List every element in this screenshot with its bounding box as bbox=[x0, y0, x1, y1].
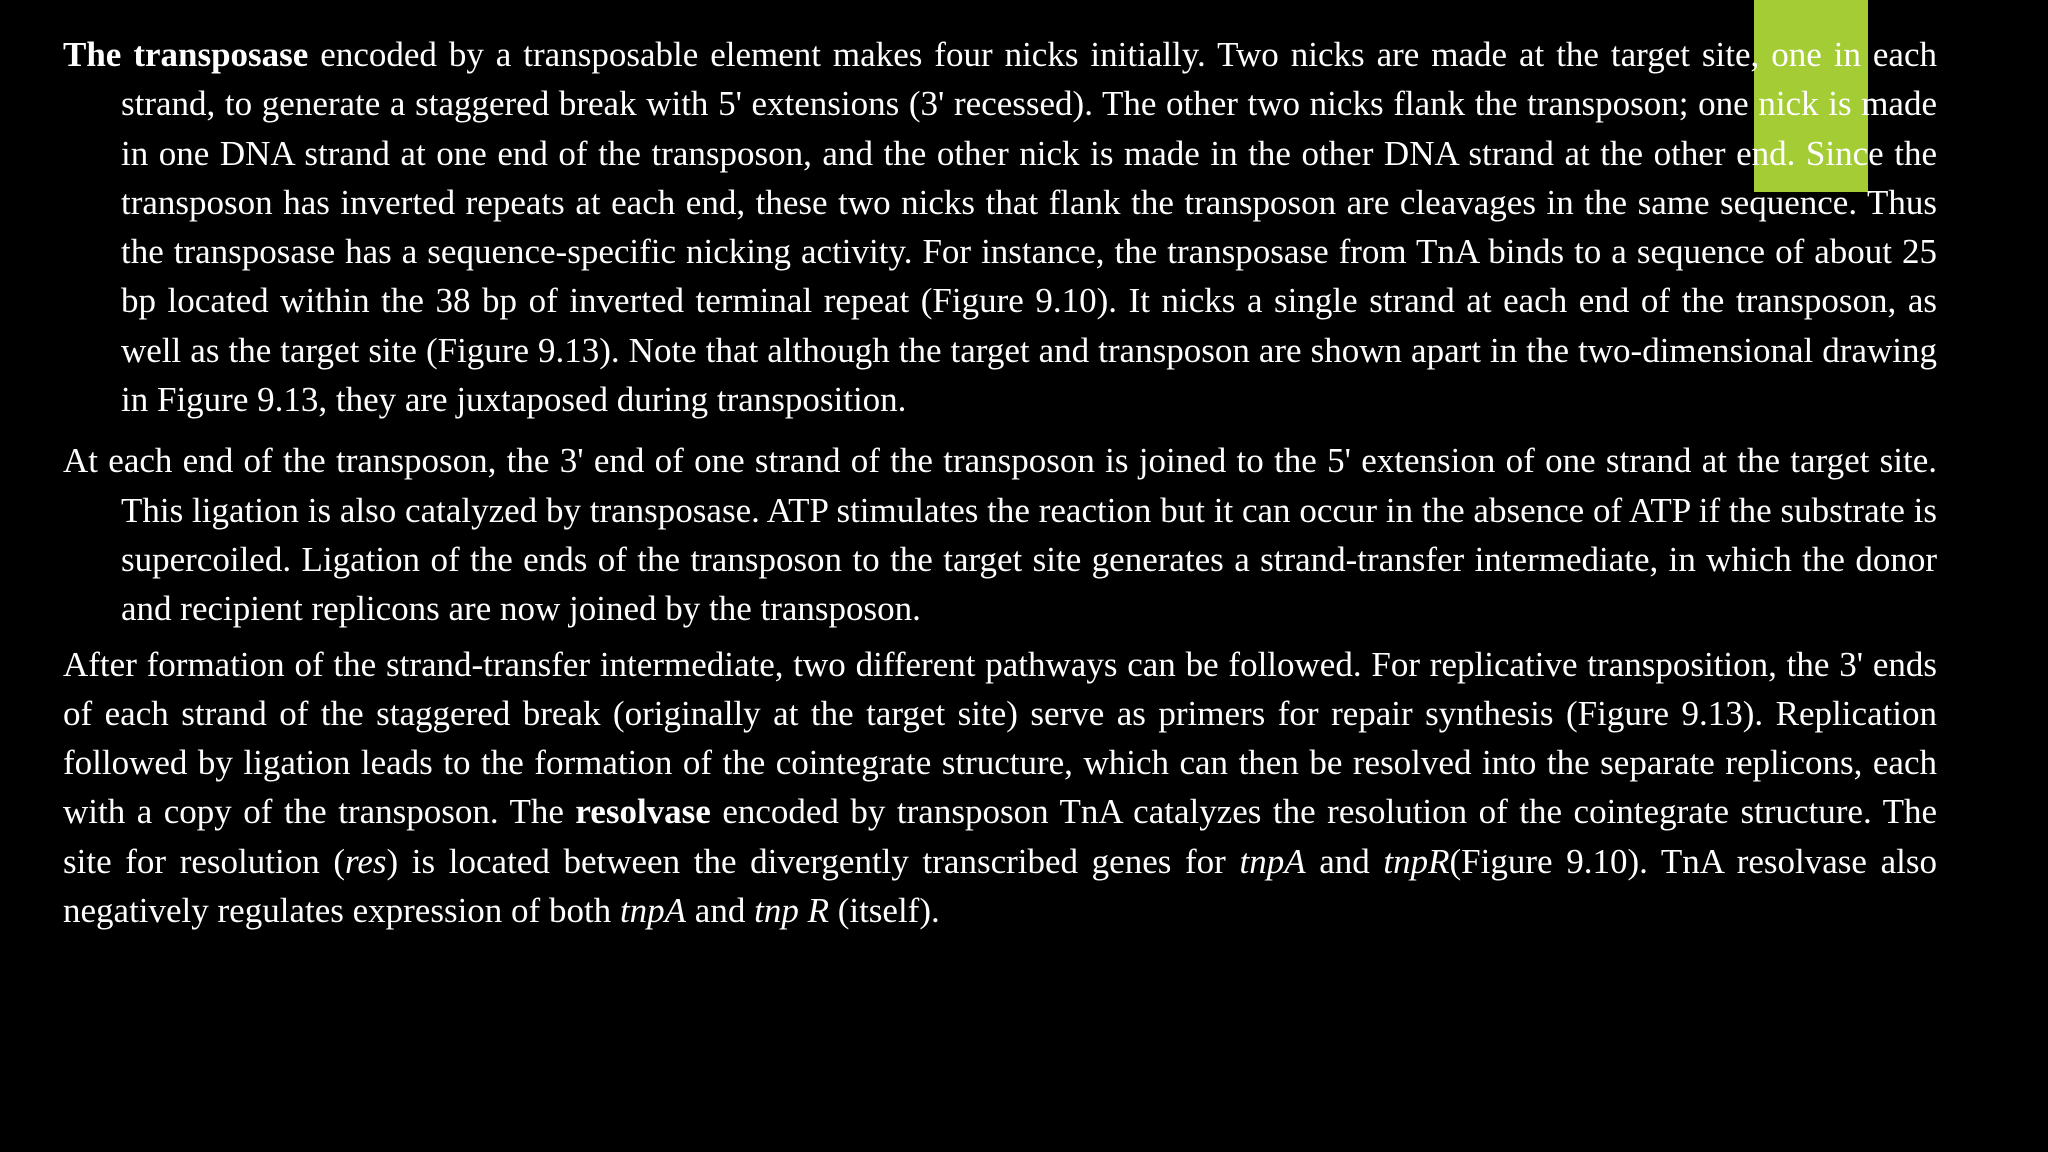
gene-tnpa: tnpA bbox=[619, 891, 687, 931]
term-resolvase: resolvase bbox=[575, 792, 711, 832]
paragraph-text: and bbox=[1305, 841, 1384, 881]
paragraph-text: (itself). bbox=[828, 891, 940, 931]
gene-tnpa: tnpA bbox=[1239, 841, 1306, 881]
paragraph-text: At each end of the transposon, the 3' end of one strand of the transposon is joined to the 5' extension of one strand at the target site. This ligation is also catalyzed by transposase. ATP stimulates the reaction but it can occur in the absence of ATP if the substrate is supercoiled. Ligation of the ends of the transposon to the target site generates a strand-transfer intermediate, in which the donor and recipient replicons are now joined by the transposon. bbox=[63, 441, 1937, 629]
gene-tnp-r: tnp R bbox=[754, 891, 829, 931]
paragraph-transposase bbox=[63, 30, 1937, 424]
gene-tnpr: tnpR bbox=[1383, 841, 1450, 881]
paragraph-text: ) is located between the divergently transcribed genes for bbox=[386, 841, 1240, 881]
term-transposase: The bbox=[63, 35, 134, 74]
term-transposase-bold: transposase bbox=[133, 35, 309, 74]
paragraph-resolution bbox=[63, 640, 1937, 936]
paragraph-text: and bbox=[686, 891, 755, 931]
term-res: res bbox=[345, 841, 387, 881]
paragraph-text: (Figure 9.10). TnA resolvase also negatively regulates expression of both bbox=[63, 841, 1937, 931]
text-body bbox=[63, 30, 1937, 935]
paragraph-text: After formation of the strand-transfer intermediate, two different pathways can be followed. For replicative transposition, the 3' ends of each strand of the staggered break (originally at the target site) serve as primers for repair synthesis (Figure 9.13). Replication followed by ligation leads to the formation of the cointegrate structure, which can then be resolved into the separate replicons, each with a copy of the transposon. The bbox=[63, 644, 1937, 832]
paragraph-ligation bbox=[63, 436, 1937, 633]
paragraph-text: encoded by a transposable element makes four nicks initially. Two nicks are made at the target site, one in each strand, to generate a staggered break with 5' extensions (3' recessed). The other two nicks flank the transposon; one nick is made in one DNA strand at one end of the transposon, and the other nick is made in the other DNA strand at the other end. Since the transposon has inverted repeats at each end, these two nicks that flank the transposon are cleavages in the same sequence. Thus the transposase has a sequence-specific nicking activity. For instance, the transposase from TnA binds to a sequence of about 25 bp located within the 38 bp of inverted terminal repeat (Figure 9.10). It nicks a single strand at each end of the transposon, as well as the target site (Figure 9.13). Note that although the target and transposon are shown apart in the two-dimensional drawing in Figure 9.13, they are juxtaposed during transposition. bbox=[121, 35, 1937, 420]
paragraph-text: encoded by transposon TnA catalyzes the resolution of the cointegrate structure. The site for resolution ( bbox=[63, 792, 1937, 881]
